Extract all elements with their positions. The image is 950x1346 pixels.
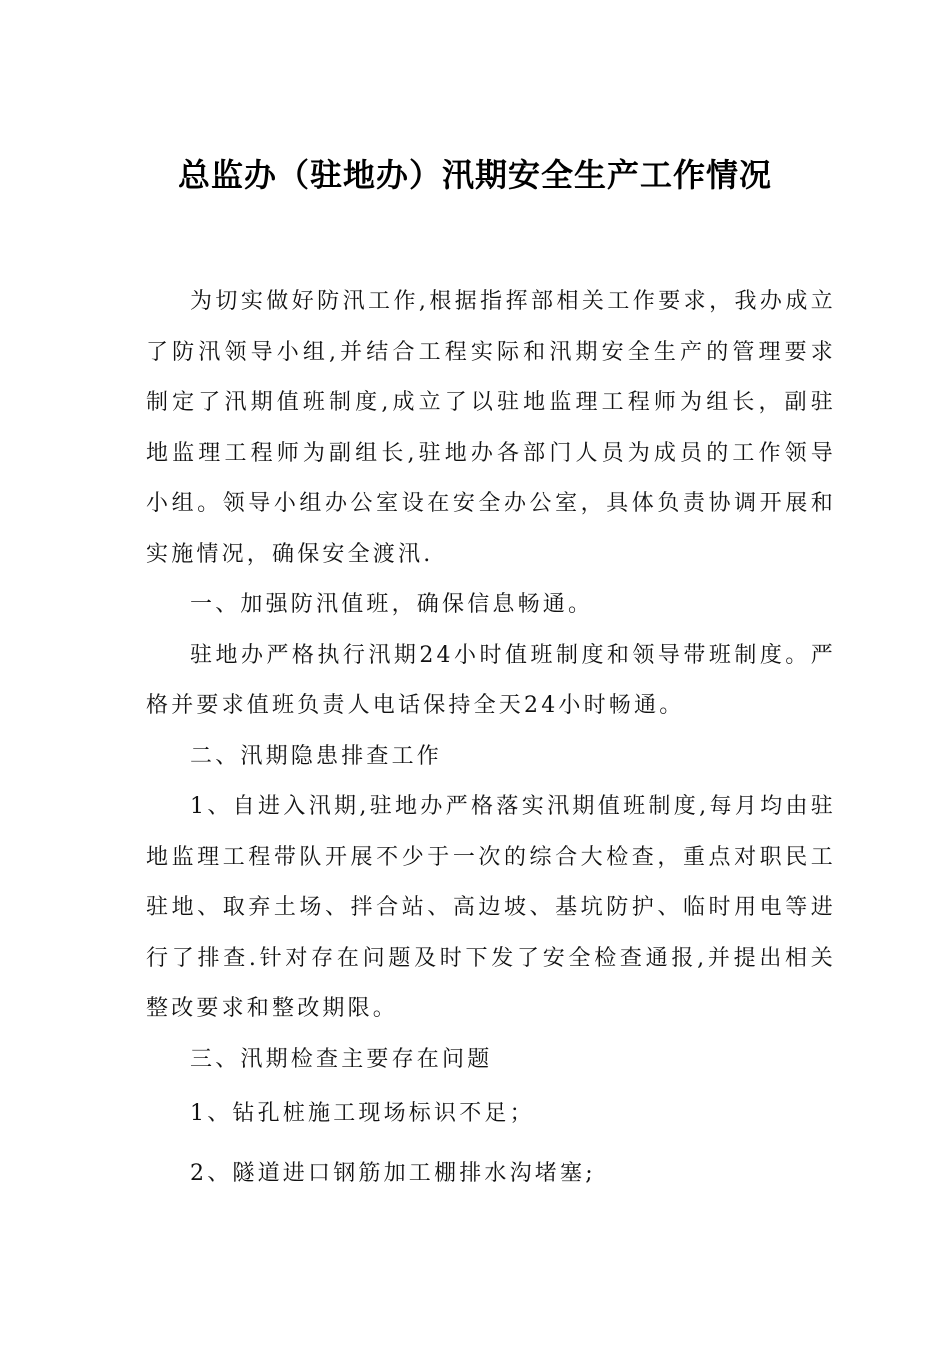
intro-paragraph: 为切实做好防汛工作,根据指挥部相关工作要求，我办成立了防汛领导小组,并结合工程实际和汛期安全生产的管理要求制定了汛期值班制度,成立了以驻地监理工程师为组长，副驻地监理工程师为副组长,驻地办各部门人员为成员的工作领导小组。领导小组办公室设在安全办公室，具体负责协调开展和实施情况，确保安全渡汛. (146, 289, 836, 567)
section-heading-1: 一、加强防汛值班，确保信息畅通。 (190, 592, 594, 617)
document-title: 总监办（驻地办）汛期安全生产工作情况 (177, 156, 772, 194)
document-body (146, 277, 836, 1199)
duty-paragraph: 驻地办严格执行汛期24小时值班制度和领导带班制度。严格并要求值班负责人电话保持全天24小时畅通。 (146, 642, 836, 718)
section-heading-2: 二、汛期隐患排查工作 (190, 743, 443, 769)
issue-item-1: 1、钻孔桩施工现场标识不足； (190, 1101, 535, 1126)
inspection-paragraph: 1、自进入汛期,驻地办严格落实汛期值班制度,每月均由驻地监理工程带队开展不少于一次的综合大检查，重点对职民工驻地、取弃土场、拌合站、高边坡、基坑防护、临时用电等进行了排查.针对存在问题及时下发了安全检查通报,并提出相关整改要求和整改期限。 (146, 794, 836, 1021)
issue-item-2: 2、隧道进口钢筋加工棚排水沟堵塞; (190, 1160, 596, 1186)
section-heading-3: 三、汛期检查主要存在问题 (190, 1046, 493, 1072)
